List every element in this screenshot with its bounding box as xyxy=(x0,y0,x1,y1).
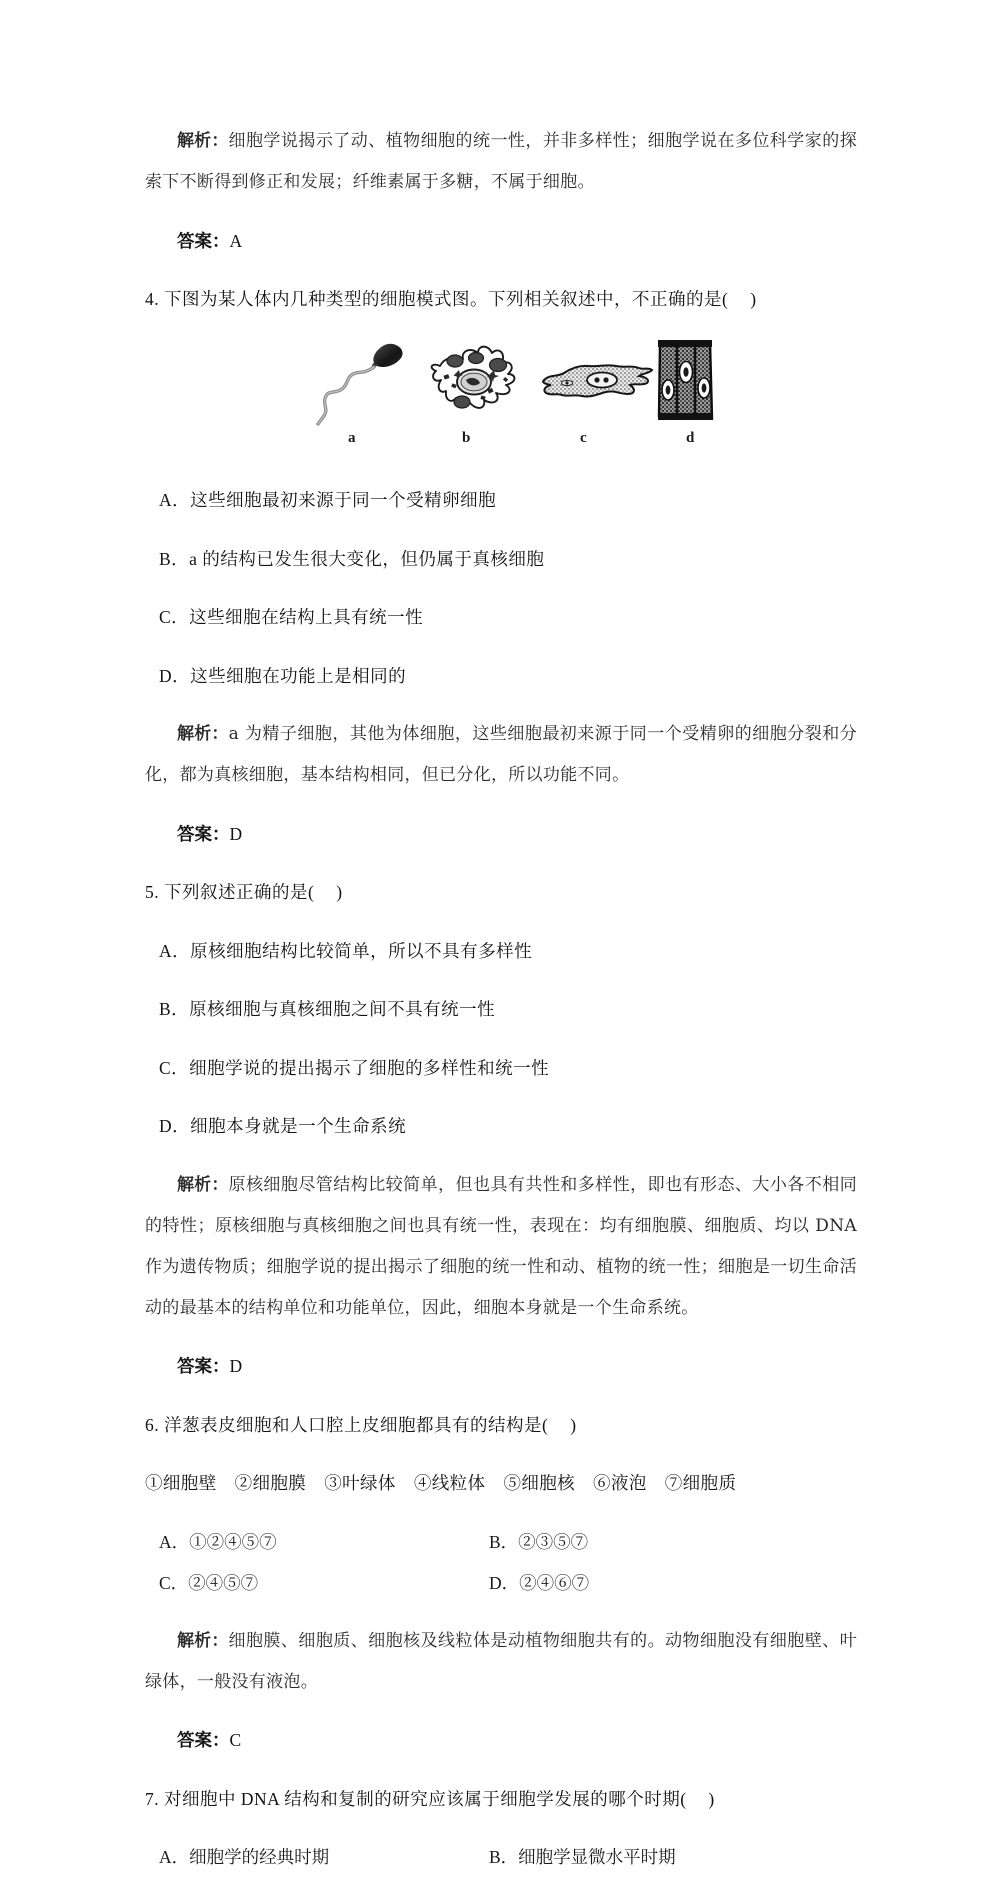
question-6 xyxy=(145,1405,857,1446)
explanation-q4 xyxy=(145,714,857,796)
figure-label-c: c xyxy=(580,429,587,446)
option-6-A: A．①②④⑤⑦ xyxy=(159,1531,277,1552)
option-4-B: B．a 的结构已发生很大变化，但仍属于真核细胞 xyxy=(159,548,545,569)
explanation-label: 解析： xyxy=(177,1174,229,1195)
answer-label: 答案： xyxy=(177,230,230,251)
option-7-A: A．细胞学的经典时期 xyxy=(159,1847,330,1867)
answer-q5 xyxy=(145,1346,857,1387)
answer-value: A xyxy=(229,230,243,251)
option-6-C: C．②④⑤⑦ xyxy=(159,1572,259,1593)
question-number: 7. xyxy=(145,1788,160,1809)
question-7 xyxy=(145,1779,857,1820)
figure-label-d: d xyxy=(686,429,695,446)
option-6-D: D．②④⑥⑦ xyxy=(489,1572,590,1593)
question-5 xyxy=(145,872,857,913)
item-7: ⑦细胞质 xyxy=(664,1473,737,1493)
item-6: ⑥液泡 xyxy=(593,1473,647,1493)
question-number: 6. xyxy=(145,1414,160,1435)
muscle-cell-icon xyxy=(540,352,656,419)
question-number: 5. xyxy=(145,882,160,902)
item-2: ②细胞膜 xyxy=(234,1473,307,1493)
answer-q4 xyxy=(145,814,857,855)
question-text: 洋葱表皮细胞和人口腔上皮细胞都具有的结构是( xyxy=(164,1414,549,1435)
question-6-items xyxy=(145,1463,857,1504)
option-5-C: C．细胞学说的提出揭示了细胞的多样性和统一性 xyxy=(159,1057,550,1078)
option-4-C: C．这些细胞在结构上具有统一性 xyxy=(159,607,424,627)
answer-value: D xyxy=(229,823,243,844)
figure-cell-types xyxy=(145,338,857,463)
explanation-label: 解析： xyxy=(177,1630,229,1651)
answer-blank-paren: ) xyxy=(750,289,757,309)
answer-value: D xyxy=(229,1356,243,1376)
question-text: 下图为某人体内几种类型的细胞模式图。下列相关叙述中，不正确的是( xyxy=(164,289,729,309)
option-6-row-2 xyxy=(145,1563,857,1604)
item-3: ③叶绿体 xyxy=(324,1473,396,1493)
option-4-A: A．这些细胞最初来源于同一个受精卵细胞 xyxy=(159,490,497,510)
item-1: ①细胞壁 xyxy=(145,1473,217,1493)
option-4-D: D．这些细胞在功能上是相同的 xyxy=(159,665,407,686)
option-7-B: B．细胞学显微水平时期 xyxy=(489,1847,676,1867)
answer-q3 xyxy=(145,221,857,262)
explanation-q3 xyxy=(145,121,857,203)
epithelial-cell-icon xyxy=(650,338,720,429)
item-4: ④线粒体 xyxy=(413,1473,486,1493)
explanation-text: a 为精子细胞，其他为体细胞，这些细胞最初来源于同一个受精卵的细胞分裂和分化，都为真核细胞，基本结构相同，但已分化，所以功能不同。 xyxy=(145,724,858,785)
explanation-label: 解析： xyxy=(177,724,229,744)
item-5: ⑤细胞核 xyxy=(503,1473,576,1493)
answer-blank-paren: ) xyxy=(336,882,343,902)
figure-label-a: a xyxy=(348,429,356,446)
answer-blank-paren: ) xyxy=(570,1414,577,1435)
figure-cells-row xyxy=(145,338,857,430)
option-5-A: A．原核细胞结构比较简单，所以不具有多样性 xyxy=(159,940,533,961)
explanation-text: 细胞学说揭示了动、植物细胞的统一性，并非多样性；细胞学说在多位科学家的探索下不断得到修正和发展；纤维素属于多糖，不属于细胞。 xyxy=(145,131,857,192)
option-6-B: B．②③⑤⑦ xyxy=(489,1531,589,1552)
option-5-B: B．原核细胞与真核细胞之间不具有统一性 xyxy=(159,999,496,1019)
answer-blank-paren: ) xyxy=(708,1788,715,1809)
option-6-row-1 xyxy=(145,1522,857,1563)
explanation-text: 原核细胞尽管结构比较简单，但也具有共性和多样性，即也有形态、大小各不相同的特性；原核细胞与真核细胞之间也具有统一性，表现在：均有细胞膜、细胞质、均以 DNA 作为遗传物质；细胞学说的提出揭示了细胞的统一性和动、植物的统一性；细胞是一切生命活动的最基本的结构单位和功能单位，因此，细胞本身就是一个生命系统。 xyxy=(145,1174,857,1318)
question-text: 下列叙述正确的是( xyxy=(164,882,315,902)
explanation-label: 解析： xyxy=(177,131,229,151)
answer-label: 答案： xyxy=(177,1356,230,1376)
explanation-q5 xyxy=(145,1165,857,1329)
figure-label-b: b xyxy=(462,429,471,446)
option-7-row-1 xyxy=(145,1837,857,1878)
answer-value: C xyxy=(229,1730,242,1750)
answer-label: 答案： xyxy=(177,823,230,844)
question-4 xyxy=(145,279,857,320)
answer-label: 答案： xyxy=(177,1730,230,1750)
figure-labels-row xyxy=(145,430,857,454)
answer-q6 xyxy=(145,1720,857,1761)
option-5-D: D．细胞本身就是一个生命系统 xyxy=(159,1116,407,1136)
nerve-cell-icon xyxy=(426,342,530,431)
explanation-q6 xyxy=(145,1621,857,1703)
sperm-cell-icon xyxy=(315,338,415,433)
question-text: 对细胞中 DNA 结构和复制的研究应该属于细胞学发展的哪个时期( xyxy=(164,1788,687,1809)
question-number: 4. xyxy=(145,289,160,309)
explanation-text: 细胞膜、细胞质、细胞核及线粒体是动植物细胞共有的。动物细胞没有细胞壁、叶绿体，一般没有液泡。 xyxy=(145,1630,857,1692)
page-content xyxy=(145,104,857,1878)
